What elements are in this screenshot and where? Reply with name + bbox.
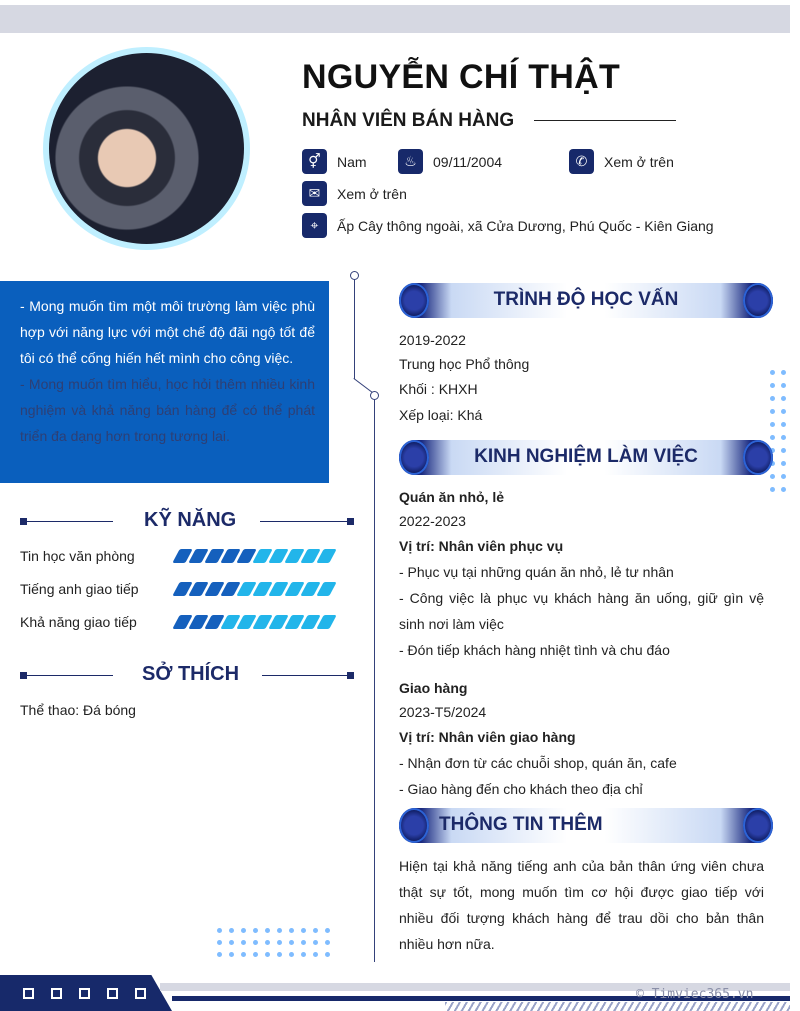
decorative-dot [770,474,775,479]
decorative-dot [781,435,786,440]
decorative-dot [770,383,775,388]
decorative-dot [301,940,306,945]
decorative-dot [770,422,775,427]
objective-line-2: - Mong muốn tìm hiểu, học hỏi thêm nhiều kinh nghiệm và khả năng bán hàng để có thể phát triển đa dạng hơn trong tương lai. [20,376,315,444]
timeline-line [354,276,355,379]
decorative-dot [781,448,786,453]
experience-title: KINH NGHIỆM LÀM VIỆC [474,446,698,467]
title-divider [534,120,676,121]
decorative-dot [781,409,786,414]
skill-rating [176,549,333,563]
decorative-dot [289,940,294,945]
footer-square-icon [135,988,146,999]
decorative-dot [770,409,775,414]
decorative-dot [770,370,775,375]
decorative-dot [265,952,270,957]
decorative-dot [253,940,258,945]
phone-value: Xem ở trên [604,153,674,170]
decorative-dot [277,952,282,957]
education-school: Trung học Phổ thông [399,356,530,372]
education-grade: Xếp loại: Khá [399,407,483,423]
footer-square-icon [23,988,34,999]
banner-cap-right [743,283,773,318]
decorative-dot [265,940,270,945]
education-years: 2019-2022 [399,332,466,348]
decorative-dot [781,396,786,401]
heading-marker [20,518,27,525]
job-company: Giao hàng [399,680,468,696]
hobbies-heading [20,660,354,690]
job-duty: - Công việc là phục vụ khách hàng ăn uống, giữ gìn vệ sinh nơi làm việc [399,590,764,632]
hobby-text: Thể thao: Đá bóng [20,702,136,718]
address-info [302,213,714,238]
job-period: 2023-T5/2024 [399,704,487,720]
decorative-dot [289,928,294,933]
skill-label: Tiếng anh giao tiếp [20,581,139,597]
job-period: 2022-2023 [399,513,466,529]
job-title: NHÂN VIÊN BÁN HÀNG [302,110,515,131]
location-pin-icon: ⌖ [302,213,327,238]
footer-square-icon [107,988,118,999]
heading-marker [347,518,354,525]
gender-value: Nam [337,153,367,170]
footer-square-icon [79,988,90,999]
gender-icon: ⚥ [302,149,327,174]
education-stream: Khối : KHXH [399,381,478,397]
heading-line-right [262,675,348,676]
banner-cap-right [743,440,773,475]
timeline-dot-mid [370,391,379,400]
job-duty: - Giao hàng đến cho khách theo địa chỉ [399,781,643,797]
objective-line-1: - Mong muốn tìm một môi trường làm việc phù hợp với năng lực với một chế độ đãi ngộ tốt để tôi có thể cống hiến hết mình cho công việc. [20,298,315,366]
decorative-dot [301,928,306,933]
skill-label: Khả năng giao tiếp [20,614,137,630]
decorative-dot [217,928,222,933]
job-company: Quán ăn nhỏ, lẻ [399,489,505,505]
education-banner [399,283,773,318]
decorative-dot [313,952,318,957]
decorative-dot [770,487,775,492]
heading-marker [347,672,354,679]
decorative-dot [781,474,786,479]
heading-line-right [260,521,348,522]
decorative-dot [217,940,222,945]
decorative-dot [781,383,786,388]
address-value: Ấp Cây thông ngoài, xã Cửa Dương, Phú Quốc - Kiên Giang [337,217,714,234]
decorative-dot [770,396,775,401]
watermark: © Timviec365.vn [636,987,754,1002]
hobbies-title: SỞ THÍCH [142,663,240,685]
job-position: Vị trí: Nhân viên phục vụ [399,538,564,554]
decorative-dot [313,928,318,933]
decorative-dot [289,952,294,957]
skills-title: KỸ NĂNG [144,509,237,531]
decorative-dot [781,422,786,427]
decorative-dots-right [770,370,786,492]
timeline-line-lower [374,396,375,962]
decorative-dot [781,487,786,492]
candidate-name: NGUYỄN CHÍ THẬT [302,58,621,96]
timeline-dot-top [350,271,359,280]
birthday-value: 09/11/2004 [433,153,503,170]
decorative-dot [325,940,330,945]
extra-info-text: Hiện tại khả năng tiếng anh của bản thân ứng viên chưa thật sự tốt, mong muốn tìm cơ hội được giao tiếp với nhiều đối tượng khách hàng để trau dồi cho bản thân nhiều hơn nữa. [399,858,764,952]
skill-rating [176,615,333,629]
skill-rating [176,582,333,596]
decorative-dot [241,940,246,945]
experience-banner [399,440,773,475]
heading-line-left [27,521,113,522]
decorative-dot [229,940,234,945]
avatar-frame [43,47,250,250]
decorative-dot [277,940,282,945]
heading-marker [20,672,27,679]
email-value: Xem ở trên [337,185,407,202]
banner-cap-right [743,808,773,843]
decorative-dot [770,435,775,440]
avatar [49,53,244,244]
education-title: TRÌNH ĐỘ HỌC VẤN [493,289,679,310]
decorative-dot [253,928,258,933]
job-position: Vị trí: Nhân viên giao hàng [399,729,576,745]
skills-heading [20,506,354,536]
decorative-dot [781,461,786,466]
decorative-dot [301,952,306,957]
footer-square-icon [51,988,62,999]
phone-icon: ✆ [569,149,594,174]
decorative-dot [229,928,234,933]
skill-label: Tin học văn phòng [20,548,135,564]
decorative-dot [313,940,318,945]
phone-info [569,149,674,174]
birthday-info [398,149,502,174]
decorative-dot [241,928,246,933]
decorative-dot [253,952,258,957]
career-objective [0,281,329,483]
extra-info-banner [399,808,773,843]
decorative-dot [241,952,246,957]
decorative-dot [265,928,270,933]
job-duty: - Đón tiếp khách hàng nhiệt tình và chu đáo [399,642,670,658]
decorative-dot [277,928,282,933]
gender-info [302,149,367,174]
decorative-dot [229,952,234,957]
job-duty: - Phục vụ tại những quán ăn nhỏ, lẻ tư nhân [399,564,674,580]
decorative-dot [325,952,330,957]
job-duty: - Nhận đơn từ các chuỗi shop, quán ăn, cafe [399,755,677,771]
decorative-dot [781,370,786,375]
top-band [0,5,790,33]
footer-hatch [445,1002,790,1011]
birthday-cake-icon: ♨ [398,149,423,174]
extra-info-title: THÔNG TIN THÊM [439,814,603,835]
email-info [302,181,407,206]
decorative-dots-bottom [217,928,330,957]
decorative-dot [217,952,222,957]
email-icon: ✉ [302,181,327,206]
decorative-dot [325,928,330,933]
heading-line-left [27,675,113,676]
